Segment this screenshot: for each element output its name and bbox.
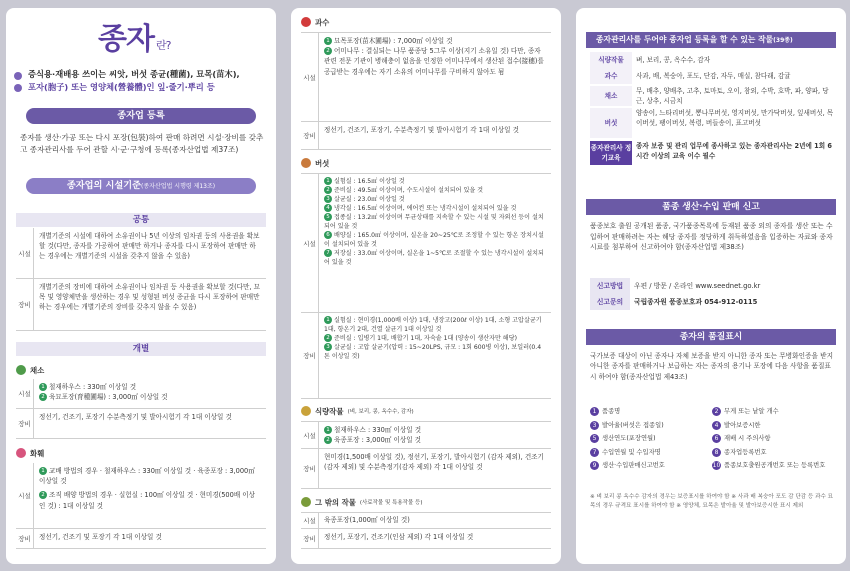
seed-icon	[14, 72, 22, 80]
other-row-facility: 시설 육종포장(1,000㎡ 이상일 것)	[301, 512, 551, 529]
crop-list: 식량작물 벼, 보리, 콩, 옥수수, 감자 과수 사과, 배, 복숭아, 포도, 단감, 자두, 매실, 참다래, 감귤 채소 무, 배추, 양배추, 고추, 토마토, 오이, 참외, 수박, 호박, 파, 양파, 당근, 상추, 시금치 버섯 양송이, 느타리버섯, 뽕나무버섯, 영지버섯, 만가닥버섯, 잎새버섯, 목이버섯, 팽이버섯, 복령, 버들송이, 표고버섯 종자관리사 정기교육 종자 보증 및 관리 업무에 종사하고 있는 종자관리사는 2년에 1회 6시간 이상의 교육 이수 필수	[590, 52, 834, 165]
registration-text: 종자를 생산·가공 또는 다시 포장(包裝)하여 판매 하려면 시설·장비를 갖추고 종자관리사를 두어 관할 시·군·구청에 등록(종자산업법 제37조)	[20, 133, 264, 154]
food-crop-category: 식량작물 (벼, 보리, 콩, 옥수수, 감자)	[301, 405, 414, 417]
fruit-row-equipment: 장비 정선기, 건조기, 포장기, 수분측정기 및 발아시험기 각 1대 이상일 것	[301, 122, 551, 150]
other-row-equipment: 장비 정선기, 포장기, 건조기(인삼 제외) 각 1대 이상일 것	[301, 529, 551, 549]
quality-label-heading: 종자의 품질표시	[586, 329, 836, 345]
common-heading: 공통	[16, 213, 266, 227]
quality-items: 1 품종명 2 무게 또는 낱알 개수 3 발아율(버섯은 접종일) 4 발아보증시한 5 생산연도(포장연월) 6 재배 시 주의사항 7 수입연월 및 수입자명 8 종자업등록번호 9 생산·수입판매신고번호 10 품종보호출원공개번호 또는 등록번호	[590, 405, 834, 473]
flower-row-equipment: 장비 정선기, 건조기 및 포장기 각 1대 이상일 것	[16, 529, 266, 549]
panel-seed-management	[576, 8, 846, 564]
food-row-equipment: 장비 현미경(1,500배 이상일 것), 정선기, 포장기, 발아시험기 (감자 제외), 건조기(감자 제외) 및 수분측정기(감자 제외) 각 1대 이상일 것	[301, 449, 551, 489]
fruit-row-facility: 시설 1 묘목포장(苗木圃場) : 7,000㎡ 이상일 것 2 어미나무 : 결실되는 나무 품종당 5그루 이상(지기 소유일 것) 다만, 종자 관련 전문 기관이 병해충이 없음을 인정한 어미나무에서 생산된 접수(接穗)를 공급받는 경우에는 자기 소유의 어미나무를 구비하지 않아도 됨	[301, 32, 551, 122]
seednet-link[interactable]: 우편 / 방문 / 온라인 www.seednet.go.kr	[634, 282, 761, 290]
registration-heading: 종자업 등록	[26, 108, 256, 124]
other-crop-category: 그 밖의 작물 (사료작물 및 특용작물 등)	[301, 496, 423, 508]
common-row-equipment: 장비 개별기준의 장비에 대하여 소유권이나 임차권 등 사용권을 확보할 것(다만, 묘목 및 영양체만을 생산하는 경우 및 성형된 버섯 종균을 다시 포장하여 판매만 하는 경우에는 개별기준의 장비를 갖추지 않을 수 있음)	[16, 279, 266, 331]
flower-icon	[16, 448, 26, 458]
quality-label-text: 국가보증 대상이 아닌 종자나 자체 보증을 받지 아니한 종자 또는 무병화인증을 받지 아니한 종자를 판매하거나 보급하는 자는 종자의 용기나 포장에 다음 사항을 품질표시 하여야 함(종자산업법 제43조)	[590, 352, 834, 381]
sprout-icon	[14, 84, 22, 92]
page-title: 종자 란?	[98, 22, 171, 57]
bullet-icons	[14, 72, 26, 96]
panel-facility-standards	[291, 8, 561, 564]
common-row-facility: 시설 개별기준의 시설에 대하여 소유권이나 5년 이상의 임차권 등의 사용권을 확보할 것(다만, 종자를 가공하여 판매만 하거나 종자를 다시 포장하여 판매만 하는 경우에는 개별기준의 시설을 갖추지 않을 수 있음)	[16, 228, 266, 279]
apple-icon	[301, 17, 311, 27]
quality-footnote: ※ 벼 보리 콩 옥수수 감자의 경우는 보증표시를 하여야 함 ※ 사과 배 복숭아 포도 감 단감 등 과수 묘목의 경우 규격묘 표시를 하여야 함 ※ 영양체, 묘목은 발아율 및 발아보증시한 표시 제외	[590, 494, 834, 509]
leaf-icon	[301, 497, 311, 507]
mushroom-row-facility: 시설 1 실험실 : 16.5㎡ 이상일 것 2 준비실 : 49.5㎡ 이상이며, 수도시설이 설치되어 있을 것 3 살균실 : 23.0㎡ 이상일 것 4 냉각실 : 16.5㎡ 이상이며, 에어컨 또는 냉각시설이 설치되어 있을 것 5 접종실 : 13.2㎡ 이상이며 무균상태를 지속할 수 있는 시설 및 자외선 등이 설치되어 있을 것 6 배양실 : 165.0㎡ 이상이며, 실온을 20~25℃로 조정할 수 있는 항온 장치시설이 설치되어 있을 것 7 저장실 : 33.0㎡ 이상이며, 실온을 1~5℃로 조절할 수 있는 냉각시설이 설치되어 있을 것	[301, 173, 551, 313]
panel-seed-definition	[6, 8, 276, 564]
seed-definition: 증식용·재배용 쓰이는 씨앗, 버섯 종균(種菌), 묘목(苗木), 포자(胞子) 또는 영양체(營養體)인 잎·줄기·뿌리 등	[28, 69, 240, 92]
food-row-facility: 시설 1 철재하우스 : 330㎡ 이상일 것 2 육종포장 : 3,000㎡ 이상일 것	[301, 421, 551, 449]
veg-row-equipment: 장비 정선기, 건조기, 포장기 수분측정기 및 발아시험기 각 1대 이상일 것	[16, 409, 266, 439]
facility-heading: 종자업의 시설기준(종자산업법 시행령 제13조)	[26, 178, 256, 194]
crop-list-heading: 종자관리사를 두어야 종자업 등록을 할 수 있는 작물(39종)	[586, 32, 836, 48]
flower-category: 화훼	[16, 447, 44, 459]
sale-report-text: 품종보호 출원 공개된 품종, 국가품종목록에 등재된 품종 외의 종자를 생산 또는 수입하여 판매하려는 자는 해당 종자를 정당하게 취득하였음을 입증하는 자료와 종자 시료를 첨부하여 신고하여야 함(종자산업법 제38조)	[590, 222, 833, 251]
report-info: 신고방법 우편 / 방문 / 온라인 www.seednet.go.kr 신고문의 국립종자원 품종보호과 054-912-0115	[590, 278, 834, 310]
mushroom-icon	[301, 158, 311, 168]
grain-icon	[301, 406, 311, 416]
mushroom-category: 버섯	[301, 157, 329, 169]
vegetable-category: 채소	[16, 364, 44, 376]
individual-heading: 개별	[16, 342, 266, 356]
flower-row-facility: 시설 1 교배 방법의 경우 · 철재하우스 : 330㎡ 이상일 것 · 육종포장 : 3,000㎡ 이상일 것 2 조직 배양 방법의 경우 · 실험실 : 100㎡ 이상일 것 · 현미경(500배 이상인 것) : 1대 이상일 것	[16, 463, 266, 529]
fruit-category: 과수	[301, 16, 329, 28]
vegetable-icon	[16, 365, 26, 375]
mushroom-row-equipment: 장비 1 실험실 : 현미경(1,000배 이상) 1대, 냉장고(200ℓ 이상) 1대, 소형 고압살균기 1대, 항온기 2대, 건열 살균기 1대 이상일 것 2 준비실 : 입병기 1대, 배합기 1대, 자숙솥 1대 (양송이 생산자만 해당) 3 살균실 : 고압 살균기(압력 : 15~20LPS, 규모 : 1회 600병 이상), 보일러(0.4톤 이상일 것)	[301, 313, 551, 399]
sale-report-heading: 품종 생산·수입 판매 신고	[586, 199, 836, 215]
veg-row-facility: 시설 1 철재하우스 : 330㎡ 이상일 것 2 육묘포장(育種圃場) : 3,000㎡ 이상일 것	[16, 379, 266, 409]
